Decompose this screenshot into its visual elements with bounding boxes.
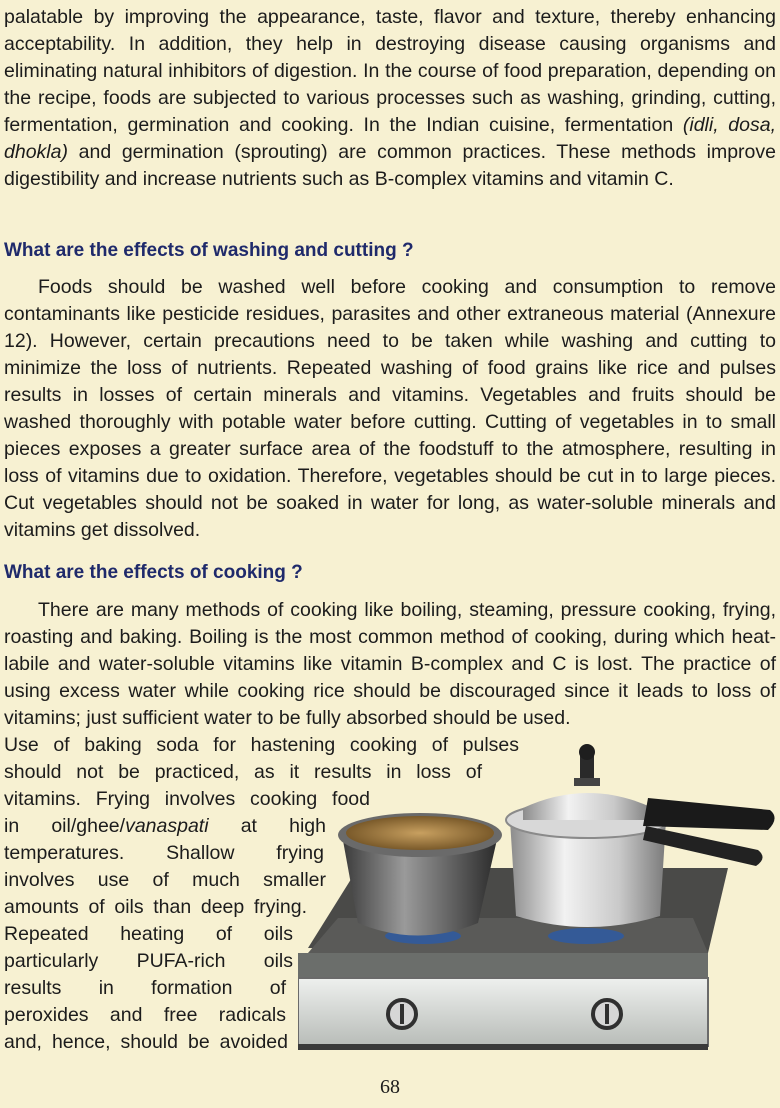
heading-cooking: What are the effects of cooking ? bbox=[4, 562, 303, 583]
wrap-line: vitamins. Frying involves cooking food bbox=[4, 788, 370, 810]
intro-text-1: palatable by improving the appearance, taste, flavor and texture, thereby enhancing acceptability. In addition, they help in destroying disease causing organisms and eliminating natural inhibitors of digestion. In the course of food preparation, depending on the recipe, foods are subjected to various processes such as washing, grinding, cutting, fermentation, germination and cooking. In the Indian cuisine, fermentation bbox=[4, 6, 776, 136]
stove-cookware-photo bbox=[298, 738, 780, 1058]
intro-italic-foods: (idli, dosa, dhokla) bbox=[4, 114, 776, 163]
wrap-line: Use of baking soda for hastening cooking of pulses bbox=[4, 734, 519, 756]
burner-flame bbox=[548, 928, 624, 944]
wrap-line: amounts of oils than deep frying. bbox=[4, 896, 307, 918]
wrap-line: results in formation of bbox=[4, 977, 286, 999]
page-number: 68 bbox=[380, 1076, 400, 1098]
wrap-line: in oil/ghee/vanaspati at high bbox=[4, 815, 326, 837]
cooking-pot bbox=[338, 813, 502, 936]
cooking-paragraph: There are many methods of cooking like boiling, steaming, pressure cooking, frying, roasting and baking. Boiling is the most common method of cooking, during which heat-labile and water-soluble vitamins like vitamin B-complex and C is lost. The practice of using excess water while cooking rice should be discouraged since it leads to loss of vitamins; just sufficient water to be fully absorbed should be used. bbox=[4, 599, 776, 729]
wrap-line: temperatures. Shallow frying bbox=[4, 842, 324, 864]
intro-paragraph bbox=[4, 4, 776, 193]
wrap-line: and, hence, should be avoided bbox=[4, 1031, 288, 1053]
wrap-line: particularly PUFA-rich oils bbox=[4, 950, 293, 972]
heading-washing-cutting: What are the effects of washing and cutting ? bbox=[4, 240, 414, 261]
intro-text-2: and germination (sprouting) are common practices. These methods improve digestibility and increase nutrients such as B-complex vitamins and vitamin C. bbox=[4, 141, 776, 190]
washing-paragraph: Foods should be washed well before cooking and consumption to remove contaminants like pesticide residues, parasites and other extraneous material (Annexure 12). However, certain precautions need to be taken while washing and cutting to minimize the loss of nutrients. Repeated washing of food grains like rice and pulses results in losses of certain minerals and vitamins. Vegetables and fruits should be washed thoroughly with potable water before cutting. Cutting of vegetables in to small pieces exposes a greater surface area of the foodstuff to the atmosphere, resulting in loss of vitamins due to oxidation. Therefore, vegetables should be cut in to large pieces. Cut vegetables should not be soaked in water for long, as water-soluble minerals and vitamins get dissolved. bbox=[4, 276, 776, 541]
wrap-line: peroxides and free radicals bbox=[4, 1004, 286, 1026]
wrap-line: involves use of much smaller bbox=[4, 869, 326, 891]
wrap-line: Repeated heating of oils bbox=[4, 923, 293, 945]
wrap-line: should not be practiced, as it results in loss of bbox=[4, 761, 482, 783]
italic-vanaspati: vanaspati bbox=[125, 815, 209, 837]
pressure-cooker bbox=[506, 744, 775, 927]
cooker-handle bbox=[643, 798, 775, 830]
